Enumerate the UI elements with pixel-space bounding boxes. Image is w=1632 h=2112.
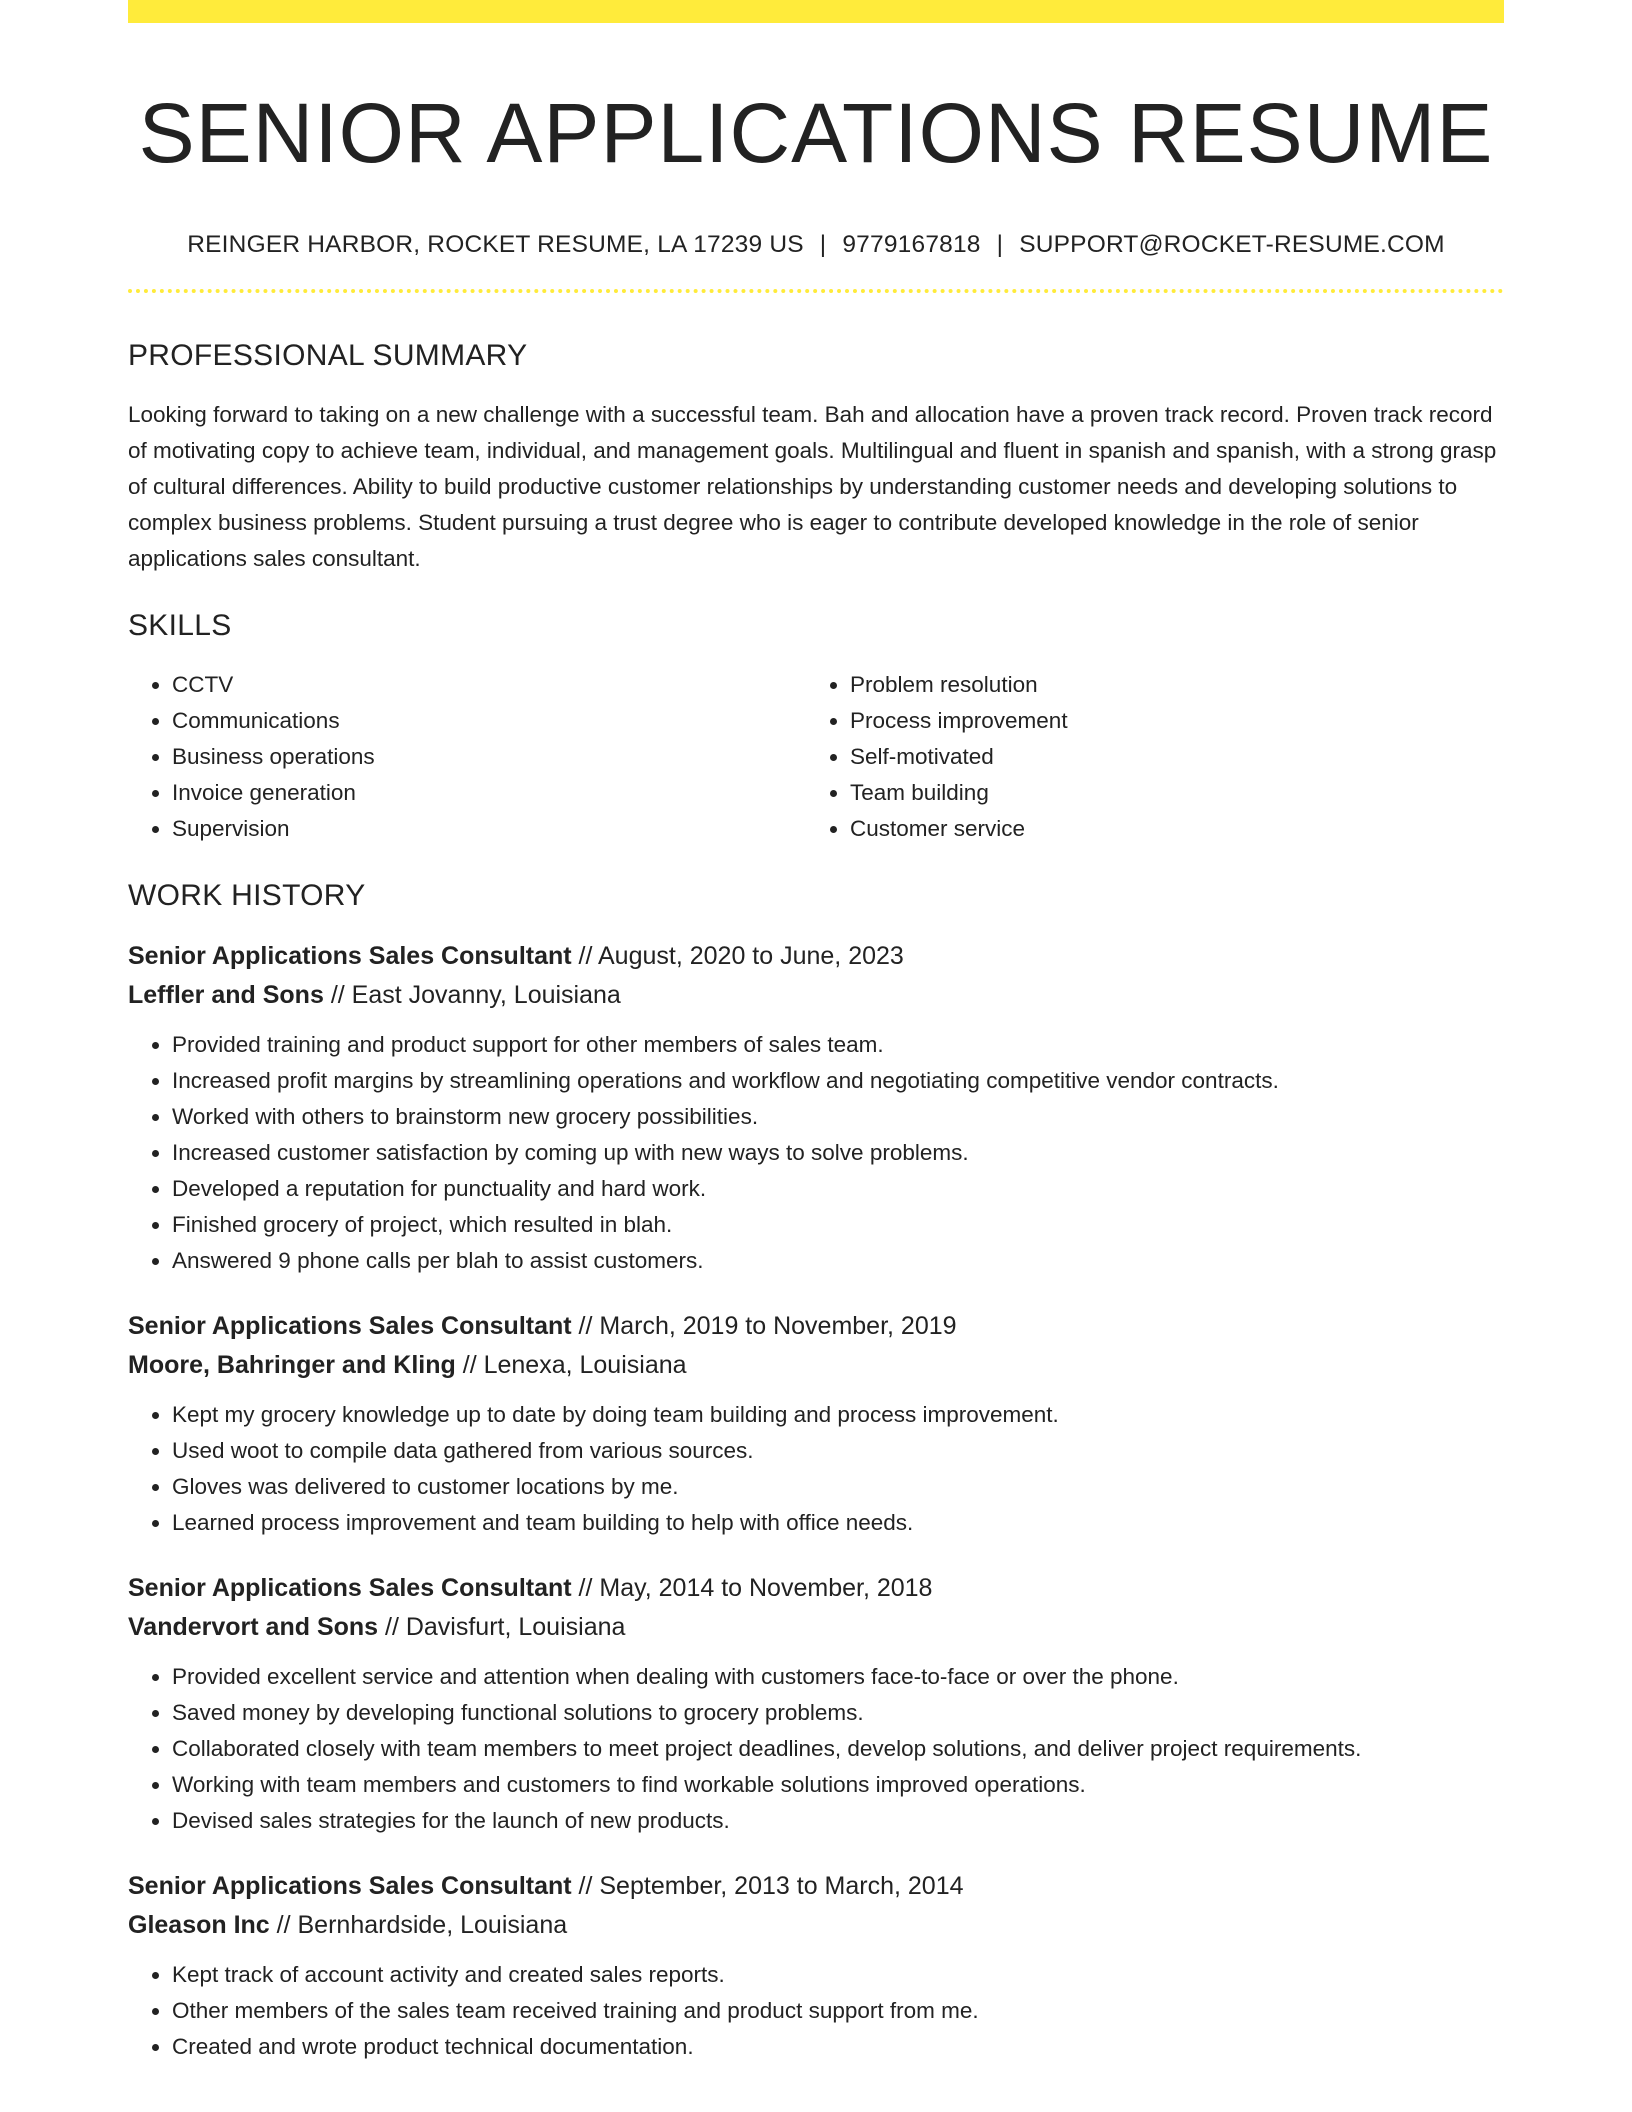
job-dates: // September, 2013 to March, 2014 — [578, 1872, 964, 1901]
skill-item: • Self-motivated — [850, 739, 1484, 775]
job-bullet: • Collaborated closely with team members to meet project deadlines, develop solutions, and deliver project requirements. — [172, 1731, 1504, 1767]
skill-item: • CCTV — [172, 667, 806, 703]
summary-text: Looking forward to taking on a new challenge with a successful team. Bah and allocation have a proven track record. Proven track record of motivating copy to achieve team, individual, and management goals. Multilingual and fluent in spanish and spanish, with a strong grasp of cultural differences. Ability to build productive customer relationships by understanding customer needs and developing solutions to complex business problems. Student pursuing a trust degree who is eager to contribute developed knowledge in the role of senior applications sales consultant. — [128, 402, 1497, 572]
job-company: Leffler and Sons — [128, 981, 324, 1010]
skill-item: • Communications — [172, 703, 806, 739]
contact-separator: | — [996, 231, 1004, 259]
job-bullet: • Learned process improvement and team building to help with office needs. — [172, 1505, 1504, 1541]
job-entry — [128, 1569, 1504, 1839]
job-title: Senior Applications Sales Consultant — [128, 1574, 572, 1603]
job-bullet: • Provided excellent service and attention when dealing with customers face-to-face or over the phone. — [172, 1659, 1504, 1695]
resume-page — [128, 0, 1504, 2065]
skill-item: • Problem resolution — [850, 667, 1484, 703]
job-bullet: • Developed a reputation for punctuality and hard work. — [172, 1171, 1504, 1207]
top-accent-bar — [128, 0, 1504, 23]
job-entry — [128, 1307, 1504, 1541]
job-title-line — [128, 937, 1504, 976]
job-location: // Bernhardside, Louisiana — [276, 1911, 568, 1940]
job-title: Senior Applications Sales Consultant — [128, 1872, 572, 1901]
skill-item: • Process improvement — [850, 703, 1484, 739]
job-company-line — [128, 976, 1504, 1015]
section-title-skills: SKILLS — [128, 609, 232, 643]
resume-title: SENIOR APPLICATIONS RESUME — [138, 86, 1494, 180]
job-bullet: • Devised sales strategies for the launch of new products. — [172, 1803, 1504, 1839]
header-divider — [128, 289, 1504, 293]
contact-line — [128, 231, 1504, 259]
job-title-line — [128, 1867, 1504, 1906]
job-entry — [128, 1867, 1504, 2065]
skills-list — [128, 667, 1504, 847]
job-company: Moore, Bahringer and Kling — [128, 1351, 456, 1380]
job-entry — [128, 937, 1504, 1279]
job-bullet: • Increased customer satisfaction by coming up with new ways to solve problems. — [172, 1135, 1504, 1171]
job-location: // East Jovanny, Louisiana — [330, 981, 621, 1010]
job-bullets — [128, 1659, 1504, 1839]
job-location: // Lenexa, Louisiana — [462, 1351, 687, 1380]
job-title-line — [128, 1307, 1504, 1346]
job-location: // Davisfurt, Louisiana — [385, 1613, 626, 1642]
job-bullet: • Kept track of account activity and created sales reports. — [172, 1957, 1504, 1993]
contact-email: SUPPORT@ROCKET-RESUME.COM — [1019, 231, 1445, 259]
job-dates: // May, 2014 to November, 2018 — [578, 1574, 933, 1603]
job-title-line — [128, 1569, 1504, 1608]
job-bullet: • Used woot to compile data gathered from various sources. — [172, 1433, 1504, 1469]
job-title: Senior Applications Sales Consultant — [128, 942, 572, 971]
contact-address: REINGER HARBOR, ROCKET RESUME, LA 17239 US — [187, 231, 804, 259]
job-bullet: • Saved money by developing functional solutions to grocery problems. — [172, 1695, 1504, 1731]
job-bullet: • Created and wrote product technical documentation. — [172, 2029, 1504, 2065]
job-company-line — [128, 1906, 1504, 1945]
skills-column-right — [806, 667, 1484, 847]
job-dates: // March, 2019 to November, 2019 — [578, 1312, 957, 1341]
job-company-line — [128, 1346, 1504, 1385]
skills-column-left — [128, 667, 806, 847]
job-company: Gleason Inc — [128, 1911, 270, 1940]
job-bullets — [128, 1027, 1504, 1279]
job-bullet: • Gloves was delivered to customer locations by me. — [172, 1469, 1504, 1505]
job-title: Senior Applications Sales Consultant — [128, 1312, 572, 1341]
job-bullet: • Provided training and product support for other members of sales team. — [172, 1027, 1504, 1063]
skill-item: • Customer service — [850, 811, 1484, 847]
contact-separator: | — [819, 231, 827, 259]
skill-item: • Business operations — [172, 739, 806, 775]
job-bullets — [128, 1397, 1504, 1541]
job-dates: // August, 2020 to June, 2023 — [578, 942, 904, 971]
job-bullets — [128, 1957, 1504, 2065]
skill-item: • Invoice generation — [172, 775, 806, 811]
job-company: Vandervort and Sons — [128, 1613, 379, 1642]
job-company-line — [128, 1608, 1504, 1647]
contact-phone: 9779167818 — [842, 231, 981, 259]
job-bullet: • Answered 9 phone calls per blah to assist customers. — [172, 1243, 1504, 1279]
skill-item: • Supervision — [172, 811, 806, 847]
job-bullet: • Kept my grocery knowledge up to date by doing team building and process improvement. — [172, 1397, 1504, 1433]
job-bullet: • Working with team members and customers to find workable solutions improved operations. — [172, 1767, 1504, 1803]
section-title-work-history: WORK HISTORY — [128, 879, 366, 913]
job-bullet: • Worked with others to brainstorm new grocery possibilities. — [172, 1099, 1504, 1135]
job-bullet: • Increased profit margins by streamlining operations and workflow and negotiating competitive vendor contracts. — [172, 1063, 1504, 1099]
section-title-summary: PROFESSIONAL SUMMARY — [128, 339, 528, 373]
skill-item: • Team building — [850, 775, 1484, 811]
job-bullet: • Finished grocery of project, which resulted in blah. — [172, 1207, 1504, 1243]
job-bullet: • Other members of the sales team received training and product support from me. — [172, 1993, 1504, 2029]
